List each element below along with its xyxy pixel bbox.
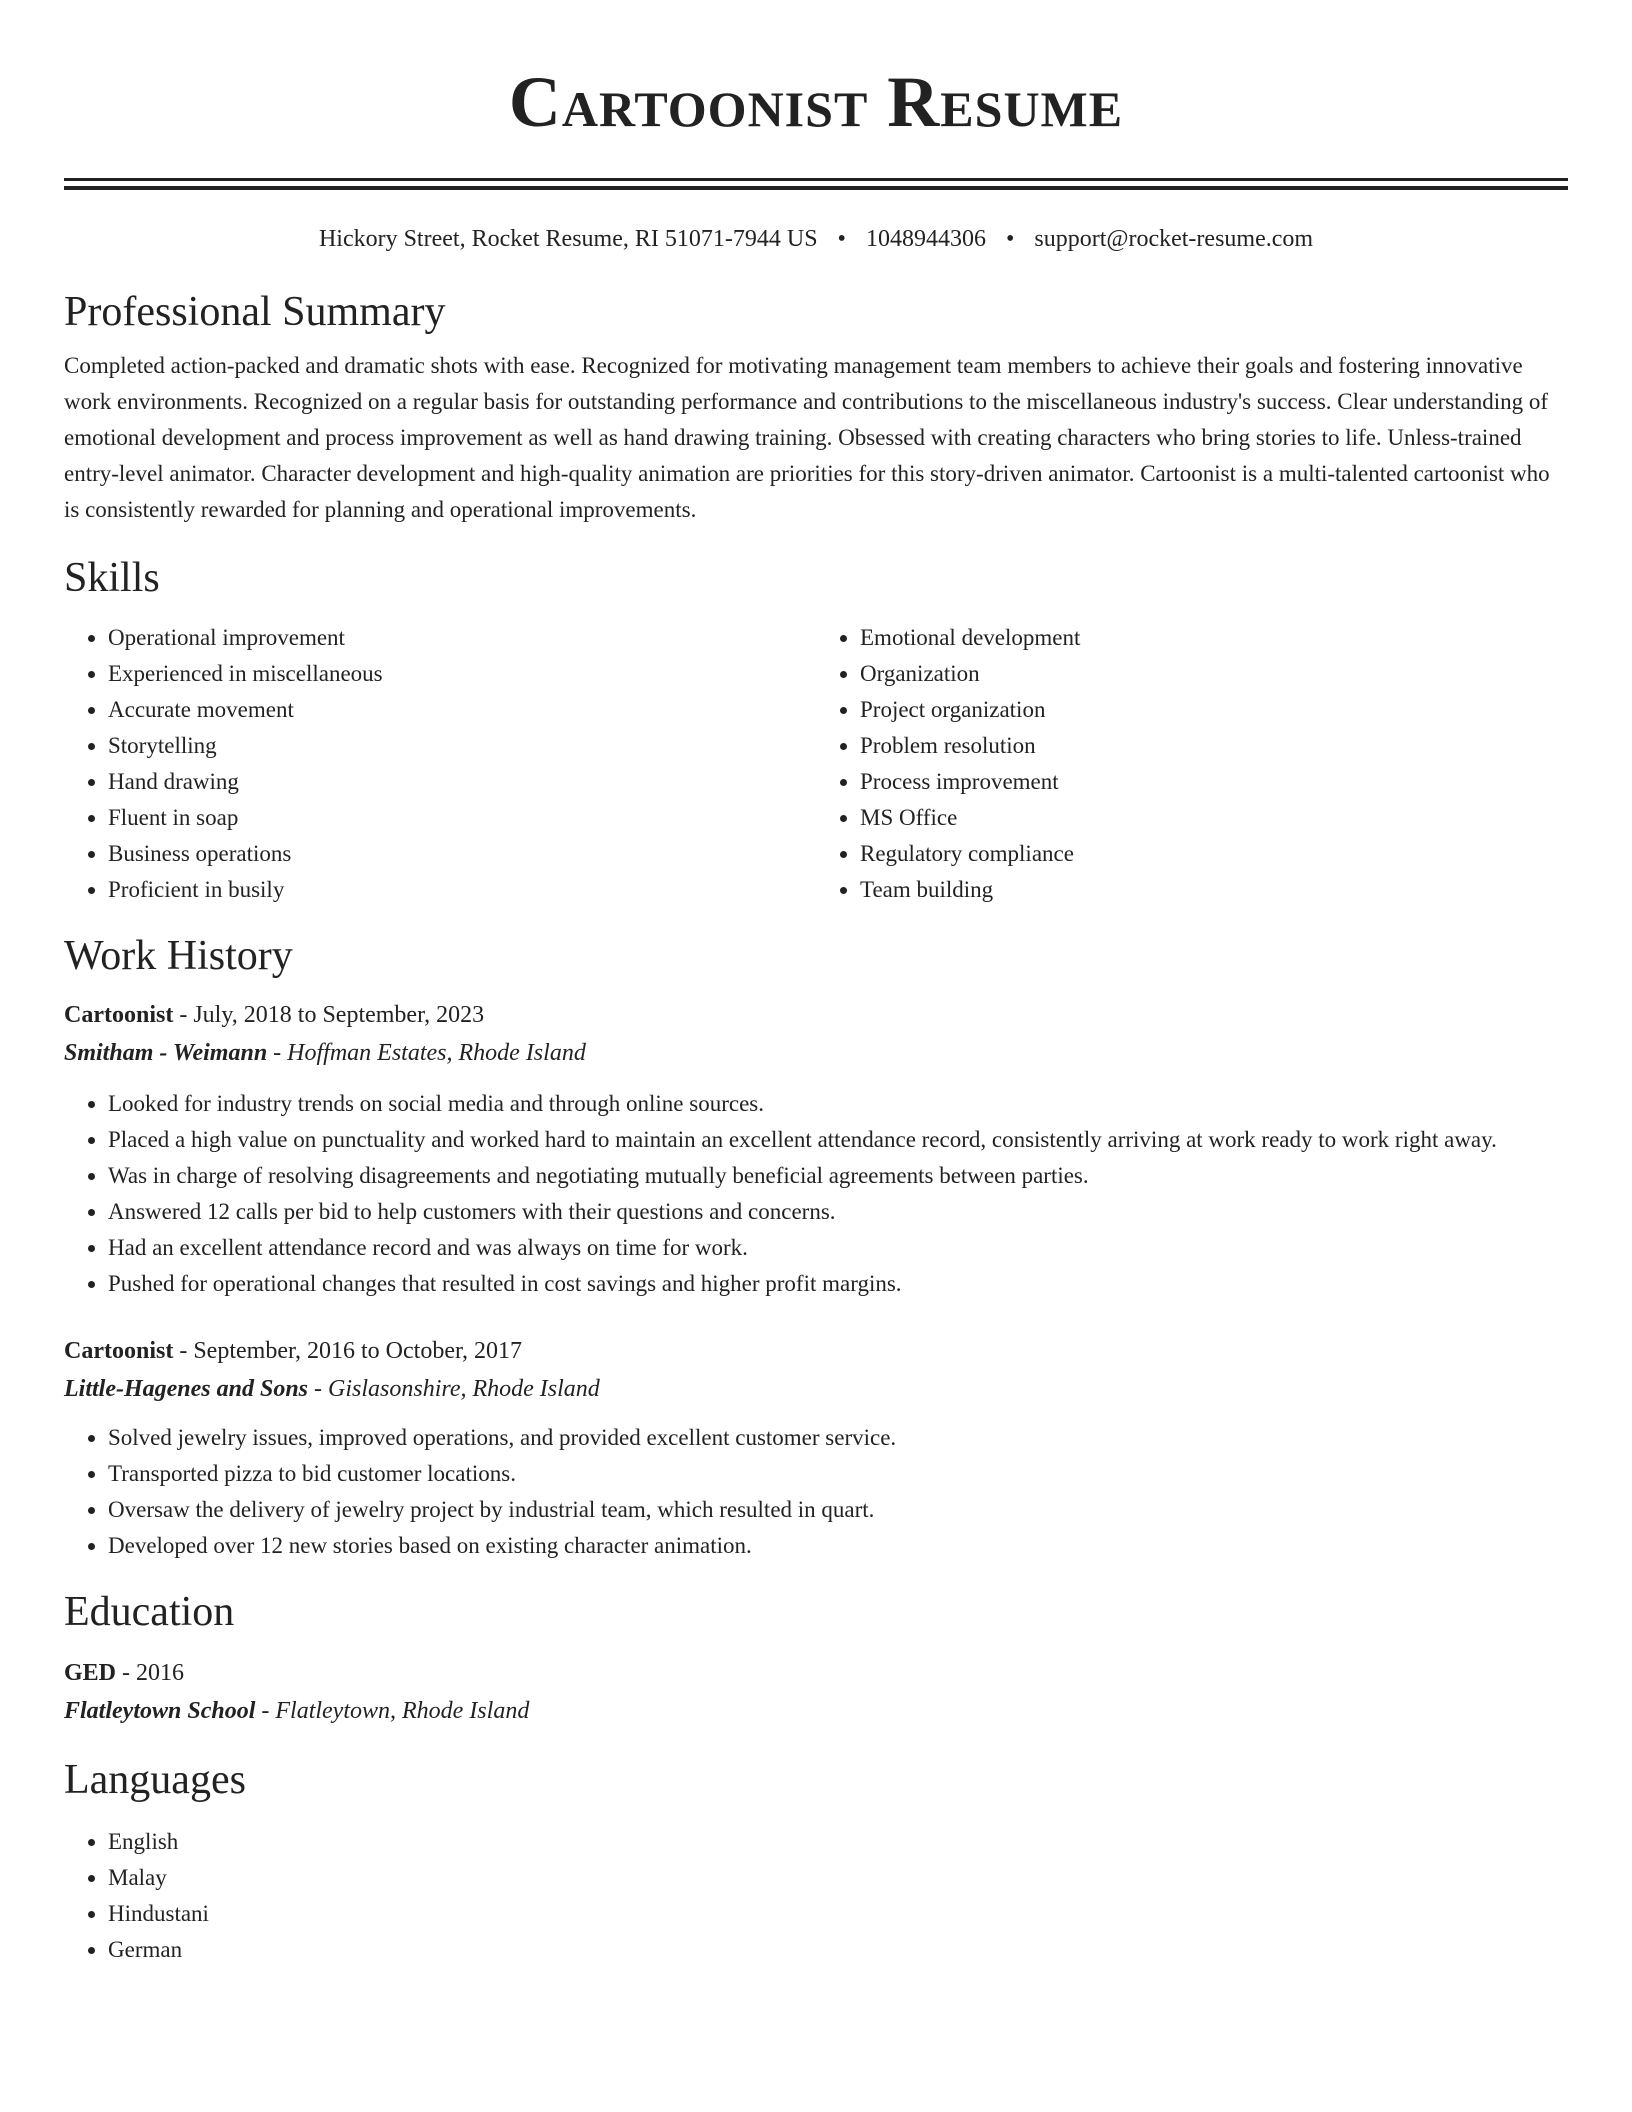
job-duty: • Developed over 12 new stories based on existing character animation.: [108, 1528, 1568, 1564]
job-duty: • Oversaw the delivery of jewelry project by industrial team, which resulted in quart.: [108, 1492, 1568, 1528]
summary-text: Completed action-packed and dramatic shots with ease. Recognized for motivating management team members to achieve their goals and fostering innovative work environments. Recognized on a regular basis for outstanding performance and contributions to the miscellaneous industry's success. Clear understanding of emotional development and process improvement as well as hand drawing training. Obsessed with creating characters who bring stories to life. Unless-trained entry-level animator. Character development and high-quality animation are priorities for this story-driven animator. Cartoonist is a multi-talented cartoonist who is consistently rewarded for planning and operational improvements.: [64, 353, 1550, 522]
job-duties-list: [64, 1086, 1568, 1302]
contact-separator: •: [837, 226, 846, 252]
job-title-line: [64, 1332, 1568, 1370]
job-duties-list: [64, 1420, 1568, 1564]
skills-list-right: [816, 620, 1568, 908]
degree-line: [64, 1654, 1568, 1692]
languages-list: [64, 1824, 1568, 1968]
dash: -: [273, 1040, 282, 1066]
skill-item: • Organization: [860, 656, 1568, 692]
company-name: Little-Hagenes and Sons: [64, 1376, 309, 1402]
job-duty: • Was in charge of resolving disagreements and negotiating mutually beneficial agreements between parties.: [108, 1158, 1568, 1194]
job-duty: • Pushed for operational changes that resulted in cost savings and higher profit margins.: [108, 1266, 1568, 1302]
skill-item: • Regulatory compliance: [860, 836, 1568, 872]
job-duty: • Answered 12 calls per bid to help customers with their questions and concerns.: [108, 1194, 1568, 1230]
skill-item: • Storytelling: [108, 728, 816, 764]
job-duty: • Placed a high value on punctuality and worked hard to maintain an excellent attendance record, consistently arriving at work ready to work right away.: [108, 1122, 1568, 1158]
title-double-rule: [64, 178, 1568, 190]
job-entry: [64, 996, 1568, 1302]
skill-item: • Hand drawing: [108, 764, 816, 800]
contact-line: [64, 222, 1568, 256]
company-line: [64, 1034, 1568, 1072]
contact-address: Hickory Street, Rocket Resume, RI 51071-7944 US: [318, 226, 818, 252]
school-location: Flatleytown, Rhode Island: [275, 1698, 530, 1724]
job-title: Cartoonist: [64, 1002, 174, 1028]
page-title: Cartoonist Resume: [508, 62, 1124, 142]
skill-item: • Fluent in soap: [108, 800, 816, 836]
dash: -: [261, 1698, 270, 1724]
job-duty: • Solved jewelry issues, improved operations, and provided excellent customer service.: [108, 1420, 1568, 1456]
company-name: Smitham - Weimann: [64, 1040, 268, 1066]
skill-item: • Operational improvement: [108, 620, 816, 656]
skill-item: • Experienced in miscellaneous: [108, 656, 816, 692]
job-title-line: [64, 996, 1568, 1034]
education-heading: Education: [64, 1589, 235, 1635]
skill-item: • Project organization: [860, 692, 1568, 728]
skill-item: • Team building: [860, 872, 1568, 908]
skills-columns: [64, 620, 1568, 908]
skills-list-left: [64, 620, 816, 908]
dash: -: [179, 1338, 188, 1364]
skill-item: • Process improvement: [860, 764, 1568, 800]
school-name: Flatleytown School: [64, 1698, 256, 1724]
work-history-heading: Work History: [64, 933, 293, 979]
job-title: Cartoonist: [64, 1338, 174, 1364]
job-dates: September, 2016 to October, 2017: [193, 1338, 523, 1364]
summary-heading: Professional Summary: [64, 289, 446, 335]
job-duty: • Looked for industry trends on social media and through online sources.: [108, 1086, 1568, 1122]
contact-email[interactable]: support@rocket-resume.com: [1034, 226, 1314, 252]
dash: -: [314, 1376, 323, 1402]
job-duty: • Had an excellent attendance record and was always on time for work.: [108, 1230, 1568, 1266]
skill-item: • Business operations: [108, 836, 816, 872]
job-duty: • Transported pizza to bid customer locations.: [108, 1456, 1568, 1492]
skill-item: • Proficient in busily: [108, 872, 816, 908]
skills-heading: Skills: [64, 555, 160, 601]
languages-heading: Languages: [64, 1757, 246, 1803]
skill-item: • Accurate movement: [108, 692, 816, 728]
language-item: • Hindustani: [108, 1896, 1568, 1932]
language-item: • Malay: [108, 1860, 1568, 1896]
contact-separator: •: [1005, 226, 1015, 252]
skill-item: • Emotional development: [860, 620, 1568, 656]
company-line: [64, 1370, 1568, 1408]
company-location: Hoffman Estates, Rhode Island: [287, 1040, 586, 1066]
skill-item: • Problem resolution: [860, 728, 1568, 764]
language-item: • German: [108, 1932, 1568, 1968]
job-dates: July, 2018 to September, 2023: [193, 1002, 485, 1028]
skill-item: • MS Office: [860, 800, 1568, 836]
job-entry: [64, 1332, 1568, 1564]
school-line: [64, 1692, 1568, 1730]
language-item: • English: [108, 1824, 1568, 1860]
contact-phone: 1048944306: [865, 226, 986, 252]
dash: -: [179, 1002, 188, 1028]
graduation-year: 2016: [136, 1660, 185, 1686]
degree: GED: [64, 1660, 117, 1686]
company-location: Gislasonshire, Rhode Island: [328, 1376, 600, 1402]
dash: -: [122, 1660, 131, 1686]
